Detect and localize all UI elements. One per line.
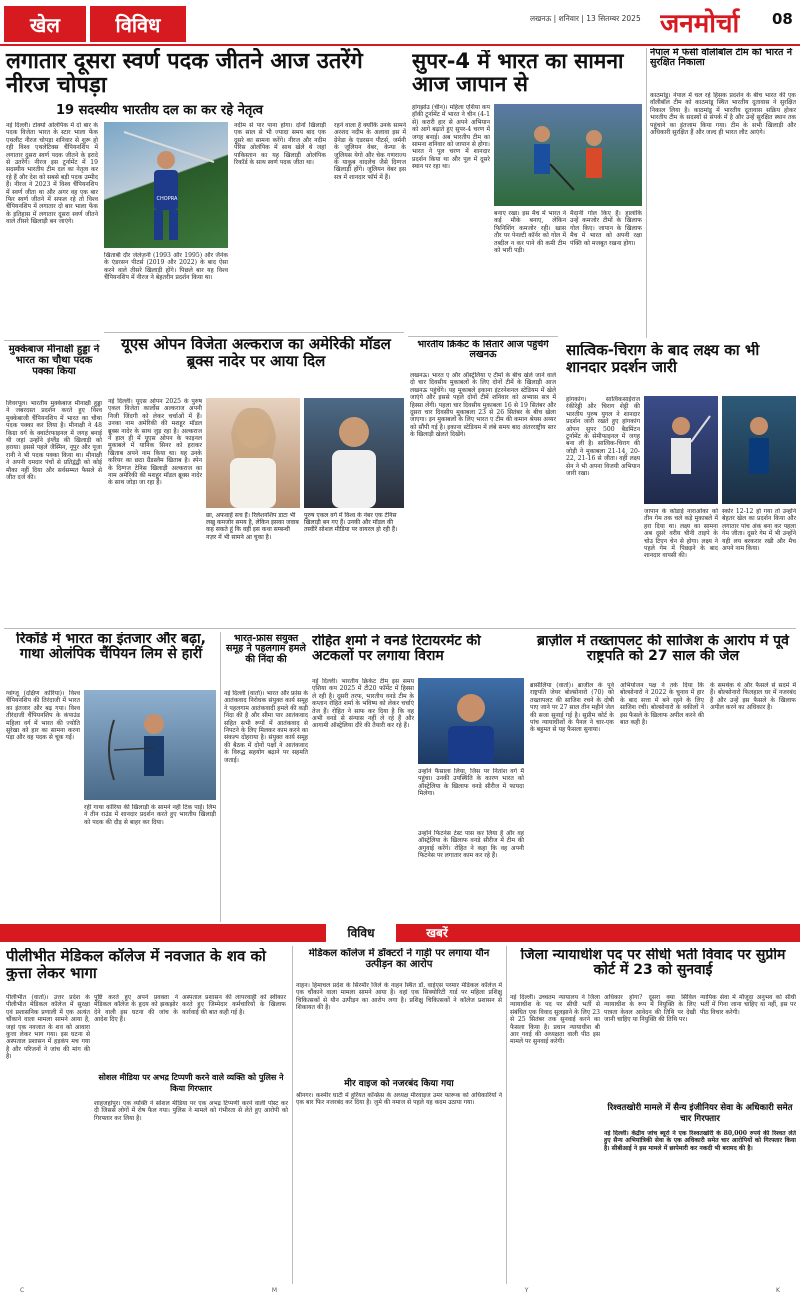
model-portrait-icon <box>206 398 300 508</box>
section-tab-sport: खेल <box>4 6 86 42</box>
cricket-body: लखनऊ। भारत ए और ऑस्ट्रेलिया ए टीमों के बीच खेले जाने वाले दो चार दिवसीय मुकाबलों के लिए दोनों टीमें के खिलाड़ी आज लखनऊ पहुंचेंगे। यह मुकाबले इकाना इंटरनेशनल स्टेडियम में खेले जाएंगे और इससे पहले दोनों टीमें शनिवार को अभ्यास सत्र में हिस्सा लेंगी। पहला चार दिवसीय मुकाबला 16 से 19 सितंबर और दूसरा चार दिवसीय मुकाबला 23 से 26 सितंबर के बीच खेला जाएगा। इन मुकाबलों के लिए भारत ए टीम की कमान श्रेयस अय्यर को सौंपी गई है। इकाना स्टेडियम में लंबे समय बाद अंतरराष्ट्रीय स्तर के खिलाड़ी खेलते दिखेंगे। <box>410 372 556 439</box>
archer-icon <box>84 690 216 800</box>
indo-france-headline: भारत-फ्रांस संयुक्त समूह ने पहलगाम हमले की निंदा की <box>226 634 306 665</box>
mirwaiz-body: श्रीनगर। कश्मीर घाटी में हुर्रियत कॉन्फ्रेंस के अध्यक्ष मीरवाइज उमर फारूक को अधिकारियों ने एक बार फिर नजरबंद कर दिया है। जुमे की नमाज से पहले यह कदम उठाया गया। <box>296 1092 502 1107</box>
super4-col2: बनाए रखा। इस मैच में भारत ने कई मौके बनाए, लेकिन फिनिशिंग कमजोर रही। खास तौर पर पेनल्टी कॉर्नर को गोल में तब्दील न कर पाने की कमी टीम को भारी पड़ी। <box>494 210 566 255</box>
satwik-col2: जापान के कोडाई नाराओका को तीन गेम तक चले कड़े मुकाबले में हरा दिया था। लक्ष्य का सामना अब दूसरे वरीय चीनी ताइपे के चोउ टिएन चेन से होगा। लक्ष्य ने पहले गेम में पिछड़ने के बाद शानदार वापसी की। <box>644 508 718 560</box>
javelin-athlete-figure <box>104 122 228 248</box>
brazil-headline: ब्राज़ील में तख्तापलट की साजिश के आरोप में पूर्व राष्ट्रपति को 27 साल की जेल <box>537 634 789 665</box>
divider <box>4 628 796 629</box>
rohit-body: नई दिल्ली। भारतीय क्रिकेट टीम इस समय एशिया कप 2025 में टी20 फॉर्मेट में हिस्सा ले रही है। दूसरी तरफ, भारतीय वनडे टीम के कप्तान रोहित शर्मा के भविष्य को लेकर चर्चाएं तेज हैं। रोहित ने साफ कर दिया है कि वह अभी वनडे से संन्यास नहीं ले रहे हैं और आगामी ऑस्ट्रेलिया दौरे की तैयारी कर रहे हैं। <box>312 678 414 730</box>
model-photo <box>206 398 300 508</box>
divider <box>408 336 558 337</box>
bribery-body: नई दिल्ली। केंद्रीय जांच ब्यूरो ने एक रिश्वतखोरी के 80,000 रुपये की रिश्वत लेते हुए सैन्य अभियांत्रिकी सेवा के एक अधिकारी समेत चार आरोपियों को गिरफ्तार किया है। सीबीआई ने इस मामले में छापेमारी कर नकदी भी बरामद की है। <box>604 1130 796 1152</box>
alcaraz-headline: यूएस ओपन विजेता अल्कराज का अमेरिकी मॉडल ब्रूक्स नादेर पर आया दिल <box>121 336 391 369</box>
neeraj-body: नई दिल्ली। टोक्यो ओलंपिक में दो बार के पदक विजेता भारत के स्टार भाला फेंक एथलीट नीरज चोपड़ा शनिवार से शुरू हो रही विश्व एथलेटिक्स चैंपियनशिप में लगातार दूसरा स्वर्ण पदक जीतने के इरादे से उतरेंगे। नीरज इस टूर्नामेंट में 19 सदस्यीय भारतीय टीम दल का नेतृत्व कर रहे हैं और देश को सबसे बड़ी पदक उम्मीद हैं। नीरज ने 2023 में विश्व चैंपियनशिप में स्वर्ण जीता था और अगर वह एक बार फिर स्वर्ण जीतने में सफल रहे तो विश्व चैंपियनशिप में लगातार दो बार भाला फेंक के इतिहास में लगातार दूसरा स्वर्ण जीतने वाले तीसरे खिलाड़ी बन जाएंगे। <box>6 122 98 226</box>
badminton-player-icon <box>644 396 718 504</box>
meenakshi-headline: मुक्केबाज मीनाक्षी हुड्डा ने भारत का चौथा पदक पक्का किया <box>8 344 100 377</box>
judicial-col3: न्यायिक सेवा में मौजूदा अनुभव को सीधी भर्ती में गिना जाना चाहिए या नहीं, इस पर पीठ विचार करेगी। <box>700 994 796 1016</box>
section-bar-left: विविध <box>326 924 396 942</box>
neeraj-photo-caption: खिताबी दौर जेलेज़नी (1993 और 1995) और जैनेक के एंडरसन पीटर्स (2019 और 2022) के बाद ऐसा करने वाले तीसरे खिलाड़ी होंगे। पिछले बार यह विश्व चैंपियनशिप में नीरज ने बेहतरीन प्रदर्शन किया था। <box>104 252 228 282</box>
reg-mark-k: K <box>776 1287 780 1294</box>
reg-mark-c: C <box>20 1287 25 1294</box>
bribery-subhead: रिश्वतखोरी मामले में सैन्य इंजीनियर सेवा के अधिकारी समेत चार गिरफ्तार <box>607 1103 793 1124</box>
alcaraz-photo <box>304 398 404 508</box>
archery-photo <box>84 690 216 800</box>
lim-caption: रही गाथा कोरिया की खिलाड़ी के सामने नहीं टिक पाईं। लिम ने तीन राउंड में शानदार प्रदर्शन करते हुए भारतीय खिलाड़ी को पदक की दौड़ से बाहर कर दिया। <box>84 804 216 826</box>
medical-headline: मेडिकल कॉलेज में डॉक्टरों ने गाड़ी पर लगाया यौन उत्पीड़न का आरोप <box>308 948 490 970</box>
neeraj-photo <box>104 122 228 248</box>
pilibhit-headline: पीलीभीत मेडिकल कॉलेज में नवजात के शव को कुत्ता लेकर भागा <box>6 948 266 981</box>
social-media-body: शाहजहांपुर। एक व्यक्ति ने सोशल मीडिया पर एक अभद्र टिप्पणी करने वाली पोस्ट कर दी जिससे लोगों में रोष फैल गया। पुलिस ने मामले को गंभीरता से लेते हुए आरोपी को गिरफ्तार कर लिया है। <box>94 1100 288 1122</box>
rohit-headline: रोहित शर्मा ने वनडे रिटायरमेंट की अटकलों पर लगाया विराम <box>312 634 481 665</box>
social-media-subhead: सोशल मीडिया पर अभद्र टिप्पणी करने वाले व्यक्ति को पुलिस ने किया गिरफ्तार <box>98 1073 284 1093</box>
badminton-player-icon <box>722 396 796 504</box>
divider <box>104 332 404 333</box>
pilibhit-body: पीलीभीत (वार्ता)। उत्तर प्रदेश के पीलीभीत मेडिकल कॉलेज में सुरक्षा एवं प्रशासनिक प्रणाली में एक अत्यंत चौंकाने वाला मामला सामने आया है, जहां एक नवजात के शव को आवारा कुत्ता लेकर भाग गया। इस घटना से अस्पताल प्रशासन में हड़कंप मच गया है और परिजनों ने जांच की मांग की है। <box>6 994 90 1061</box>
neeraj-col3: नदीम से पार पाना होगा। दोनों खिलाड़ी एक साल से भी ज्यादा समय बाद एक दूसरे का सामना करेंगे। नीरज और नदीम पेरिस ओलंपिक में साथ खेले थे जहां पाकिस्तान का यह खिलाड़ी ओलंपिक रिकॉर्ड के साथ स्वर्ण पदक जीता था। <box>234 122 326 167</box>
judicial-col2: अधिकार होगा? दूसरा क्या सिविल न्यायाधीश के रूप में नियुक्ति के लिए पात्रता केवल आवेदन की तिथि पर देखी जानी चाहिए या नियुक्ति की तिथि पर। <box>604 994 696 1024</box>
pilibhit-col2: पुष्टि करते हुए अपने प्रवक्ता ने मेडिकल कॉलेज के हृदय को झकझोर देने वाली इस घटना की जांच के आदेश दिए हैं। <box>94 994 178 1024</box>
indo-france-body: नई दिल्ली (वार्ता)। भारत और फ्रांस के आतंकवाद निरोधक संयुक्त कार्य समूह ने पहलगाम आतंकवादी हमले की कड़ी निंदा की है और सीमा पार आतंकवाद सहित सभी रूपों में आतंकवाद से निपटने के लिए मिलकर काम करने का संकल्प दोहराया है। संयुक्त कार्य समूह की बैठक में दोनों पक्षों ने आतंकवाद के विरुद्ध सहयोग बढ़ाने पर सहमति जताई। <box>224 690 308 764</box>
column-divider <box>646 48 647 338</box>
model-caption: छा, अफवाहें सच हैं। रिलेशनशिप डाटा भी लखु कमजोर समय है, लेकिन इसका जवाब कह सकते हूं कि वहीं इस कथा सम्बन्धी नज़र में भी सामने आ चुका है। <box>206 512 299 541</box>
rohit-photo-caption: उन्होंने फैंसाला लिया, जिस पर नितांश वर्ग मैं पहुंचा। उनकी उपस्थिति के कारण भारत को ऑस्ट्रेलिया के खिलाफ वनडे सीरीज में फायदा मिलेगा। <box>418 768 524 798</box>
badminton-photo-1 <box>644 396 718 504</box>
super4-col3: मैदानी गोल किए हैं। हालांकि उन्हें कमजोर टीमों के खिलाफ गोल किए। जापान के खिलाफ मैच में भारत को अपनी रक्षा पंक्ति को मजबूत रखना होगा। <box>570 210 642 247</box>
tennis-player-icon <box>304 398 404 508</box>
dateline: लखनऊ | शनिवार | 13 सितम्बर 2025 <box>530 14 641 23</box>
judicial-body: नई दिल्ली। उच्चतम न्यायालय ने जिला न्यायाधीश के पद पर सीधी भर्ती से संबंधित एक विवाद सुलझाने के लिए 23 से 25 सितंबर तक सुनवाई करने का फैसला किया है। प्रधान न्यायाधीश बी आर गवई की अध्यक्षता वाली पीठ इस मामले पर सुनवाई करेगी। <box>510 994 600 1046</box>
nepal-body: काठमांडू। नेपाल में चल रहे हिंसक प्रदर्शन के बीच भारत की एक वॉलीबॉल टीम को काठमांडू स्थित भारतीय दूतावास ने सुरक्षित निकाल लिया है। काठमांडू में भारतीय दूतावास सक्रिय होकर भारतीय टीम के सदस्यों से संपर्क में है और उन्हें सुरक्षित स्थान तक पहुंचाने का इंतजाम किया गया। टीम के सभी खिलाड़ी और अधिकारी सुरक्षित हैं और जल्द ही भारत लौट आएंगे। <box>650 92 796 137</box>
column-divider <box>506 946 507 1284</box>
satwik-headline: सात्विक-चिराग के बाद लक्ष्य का भी शानदार प्रदर्शन जारी <box>566 342 760 375</box>
divider <box>4 340 100 341</box>
satwik-body: हांगकांग। सात्विकसाईराज रंकीरेड्डी और चिराग शेट्टी की भारतीय पुरुष युगल ने शानदार प्रदर्शन जारी रखते हुए हांगकांग ओपन सुपर 500 बैडमिंटन टूर्नामेंट के सेमीफाइनल में जगह बना ली है। सात्विक-चिराग की जोड़ी ने मुकाबला 21-14, 20-22, 21-16 से जीता। वहीं लक्ष्य सेन ने भी अपना विजयी अभियान जारी रखा। <box>566 396 640 478</box>
nepal-headline: नेपाल में फंसी वॉलीबॉल टीम को भारत ने सुरक्षित निकाला <box>650 48 792 69</box>
meenakshi-body: लिवरपूल। भारतीय मुक्केबाज मीनाक्षी हुड्डा ने जबरदस्त प्रदर्शन करते हुए विश्व मुक्केबाजी चैंपियनशिप में भारत का चौथा पदक पक्का कर लिया है। मीनाक्षी ने 48 किग्रा वर्ग के क्वार्टरफाइनल में जगह बनाई थी जहां उन्होंने इंग्लैंड की खिलाड़ी को हराया। इससे पहले जैस्मिन, नूपुर और पूजा रानी ने भी पदक पक्का किया था। मीनाक्षी ने अपनी दमदार पंचों से प्रतिद्वंद्वी को कोई मौका नहीं दिया और सर्वसम्मत फैसले से जीत दर्ज की। <box>6 400 102 482</box>
section-bar-right: खबरें <box>426 926 448 940</box>
medical-body: नाहन। हिमाचल प्रदेश के सिरमौर जिले के नाहन स्थित डॉ. वाईएस परमार मेडिकल कॉलेज में एक चौंकाने वाला मामला सामने आया है। वहां एक सिक्योरिटी गार्ड पर महिला प्रशिक्षु चिकित्सकों से यौन उत्पीड़न का आरोप लगा है। प्रशिक्षु चिकित्सकों ने कॉलेज प्रशासन से शिकायत की है। <box>296 982 502 1012</box>
section-tab-misc: विविध <box>90 6 186 42</box>
neeraj-headline: लगातार दूसरा स्वर्ण पदक जीतने आज उतरेंगे नीरज चोपड़ा <box>6 49 363 99</box>
pilibhit-col3: अस्पताल प्रशासन की लापरवाही को स्वीकार करते हुए जिम्मेदार कर्मचारियों के खिलाफ कार्रवाई की बात कही गई है। <box>182 994 286 1016</box>
brazil-col1: ब्रासीलिया (वार्ता)। ब्राजील के पूर्व राष्ट्रपति जेयर बोल्सोनारो (70) को तख्तापलट की साजिश रचने के दोषी पाए जाने पर 27 साल तीन महीने जेल की सजा सुनाई गई है। सुप्रीम कोर्ट के पांच न्यायाधीशों के पैनल ने चार-एक के बहुमत से यह फैसला सुनाया। <box>530 682 614 734</box>
badminton-photo-2 <box>722 396 796 504</box>
super4-headline: सुपर-4 में भारत का सामना आज जापान से <box>412 50 624 97</box>
alcaraz-body: नई दिल्ली। यूएस ओपन 2025 के पुरुष एकल विजेता कार्लोस अल्कराज अपनी निजी जिंदगी को लेकर चर्चाओं में हैं। उनका नाम अमेरिकी की मशहूर मॉडल ब्रूक्स नादेर के साथ जुड़ रहा है। अल्कराज ने हाल ही में यूएस ओपन के फाइनल मुकाबले में यानिक सिनर को हराकर खिताब अपने नाम किया था। यह उनके करियर का छठा ग्रैंडस्लैम खिताब है। स्पेन के दिग्गज टेनिस खिलाड़ी अल्कराज का नाम अमेरिकी की मशहूर मॉडल ब्रूक्स नादेर के साथ जोड़ा जा रहा है। <box>108 398 202 487</box>
section-bar <box>0 924 800 942</box>
column-divider <box>220 632 221 922</box>
brand-logo: जनमोर्चा <box>660 9 740 38</box>
neeraj-subhead: 19 सदस्यीय भारतीय दल का कर रहे नेतृत्व <box>56 103 263 118</box>
neeraj-col4: रहने वाला है क्योंकि उनके सामने अरशद नदीम के अलावा इस में ग्रेनेडा के एंडरसन पीटर्स, जर्मनी के जूलियन वेबर, केन्या के जूलियस येगो और चेक गणराज्य के याकूब वादलेच जैसे दिग्गज खिलाड़ी होंगे। जूलियन वेबर इस सत्र में शानदार फॉर्म में हैं। <box>334 122 406 181</box>
brazil-col3: के समर्थक थे और फैसले से सदमे में हैं। बोल्सोनारो फिलहाल घर में नजरबंद हैं और उन्हें इस फैसले के खिलाफ अपील करने का अधिकार है। <box>710 682 796 712</box>
mirwaiz-subhead: मीर वाइज को नजरबंद किया गया <box>344 1079 454 1089</box>
color-registration-strip <box>0 1287 800 1295</box>
cricket-headline: भारतीय क्रिकेट के सितारे आज पहुंचेंगे लखनऊ <box>417 340 549 361</box>
page-number: 08 <box>772 10 793 28</box>
cricketer-portrait-icon <box>418 678 524 764</box>
rohit-photo <box>418 678 524 764</box>
reg-mark-y: Y <box>524 1287 529 1294</box>
super4-col1: हांगझोउ (चीन)। महिला एशिया कप हॉकी टूर्नामेंट में भारत ने चीन (4-1 से) करारी हार से अपने अभियान को आगे बढ़ाते हुए सुपर-4 चरण में जगह बनाई। अब भारतीय टीम का सामना शनिवार को जापान से होगा। भारत ने पूल चरण में शानदार प्रदर्शन किया था और पूल में दूसरे स्थान पर रहा था। <box>412 104 490 171</box>
column-divider <box>292 946 293 1284</box>
lim-headline: रिकॉर्ड में भारत का इंतजार और बढ़ा, गाथा ओलंपिक चैंपियन लिम से हारीं <box>16 632 206 663</box>
lim-body: ग्वांग्जू (दक्षिण कोरिया)। विश्व चैंपियनशिप की तिरंदाजी में भारत का इंतजार और बढ़ गया। विश्व तीरंदाजी चैंपियनशिप के कंपाउंड महिला वर्ग में भारत की ज्योति सुरेखा को हार का सामना करना पड़ा और वह पदक से चूक गईं। <box>6 690 80 742</box>
rohit-col2: उन्होंने फिटनेस टेस्ट पास कर लिया है और वह ऑस्ट्रेलिया के खिलाफ वनडे सीरीज में टीम की अगुवाई करेंगे। रोहित ने कहा कि वह अपनी फिटनेस पर लगातार काम कर रहे हैं। <box>418 830 524 860</box>
masthead-rule <box>0 44 800 46</box>
reg-mark-m: M <box>271 1287 278 1294</box>
hockey-players-icon <box>494 104 642 206</box>
satwik-col3: स्कोर 12-12 हो गया तो उन्होंने बेहतर खेल का प्रदर्शन किया और लगातार पांच अंक बना कर पहला गेम जीता। दूसरे गेम में भी उन्होंने यही लय बरकरार रखी और मैच अपने नाम किया। <box>722 508 796 553</box>
brazil-col2: अभियोजन पक्ष ने तर्क दिया कि बोल्सोनारो ने 2022 के चुनाव में हार के बाद सत्ता में बने रहने के लिए साजिश रची। बोल्सोनारो के वकीलों ने इस फैसले के खिलाफ अपील करने की बात कही है। <box>620 682 704 727</box>
bib-label: CHOPRA <box>156 196 178 202</box>
judicial-headline: जिला न्यायाधीश पद पर सीधी भर्ती विवाद पर सुप्रीम कोर्ट में 23 को सुनवाई <box>520 948 786 979</box>
alcaraz-caption: पुरुष एकल वर्ग में विश्व के नंबर एक टेनिस खिलाड़ी बन गए हैं। उनकी और मॉडल की तस्वीरें सोशल मीडिया पर वायरल हो रही हैं। <box>304 512 398 534</box>
hockey-photo <box>494 104 642 206</box>
